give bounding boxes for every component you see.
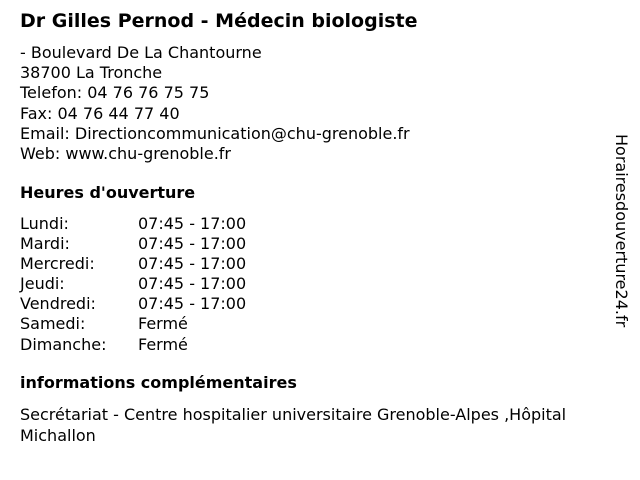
postal-city: 38700 La Tronche — [20, 63, 163, 83]
page-title: Dr Gilles Pernod - Médecin biologiste — [20, 10, 418, 32]
hours-row-saturday — [20, 314, 246, 334]
info-line: Michallon — [20, 426, 96, 445]
hours-row-wednesday — [20, 254, 246, 274]
time-value: Fermé — [138, 334, 188, 354]
time-value: 07:45 - 17:00 — [138, 214, 247, 233]
time-value: Fermé — [138, 314, 188, 334]
day-label: Jeudi: — [20, 274, 65, 294]
time-value: 07:45 - 17:00 — [138, 234, 247, 254]
email-address: Email: Directioncommunication@chu-grenoble.fr — [20, 123, 410, 143]
opening-hours-table — [20, 214, 246, 355]
day-label: Mercredi: — [20, 254, 95, 274]
day-label: Samedi: — [20, 314, 86, 334]
info-heading: informations complémentaires — [20, 373, 297, 392]
hours-row-thursday — [20, 274, 246, 294]
time-value: 07:45 - 17:00 — [138, 274, 247, 294]
hours-row-sunday — [20, 335, 246, 355]
day-label: Mardi: — [20, 234, 70, 254]
hours-heading: Heures d'ouverture — [20, 183, 196, 202]
time-value: 07:45 - 17:00 — [138, 294, 247, 314]
hours-row-friday — [20, 294, 246, 314]
time-value: 07:45 - 17:00 — [138, 254, 247, 274]
address-block — [20, 43, 410, 164]
day-label: Vendredi: — [20, 294, 96, 314]
day-label: Lundi: — [20, 214, 69, 233]
info-text — [20, 404, 620, 446]
site-watermark: Horairesdouverture24.fr — [612, 134, 631, 328]
street-address: - Boulevard De La Chantourne — [20, 43, 262, 62]
day-label: Dimanche: — [20, 334, 107, 354]
phone-number: Telefon: 04 76 76 75 75 — [20, 83, 210, 103]
info-line: Secrétariat - Centre hospitalier universitaire Grenoble-Alpes ,Hôpital — [20, 405, 567, 424]
fax-number: Fax: 04 76 44 77 40 — [20, 103, 180, 123]
hours-row-monday — [20, 214, 246, 234]
hours-row-tuesday — [20, 234, 246, 254]
website: Web: www.chu-grenoble.fr — [20, 144, 231, 164]
